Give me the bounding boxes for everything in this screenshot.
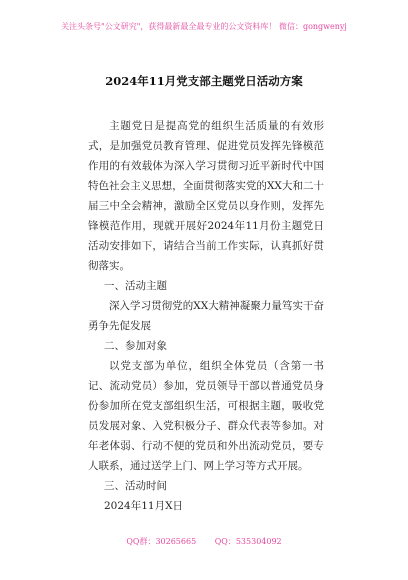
section-body-time: 2024年11月X日	[104, 500, 184, 512]
top-banner: 关注头条号"公文研究"，获得最新最全最专业的公文资料库！ 微信：gongwenyj	[61, 22, 347, 31]
intro-paragraph: 主题党日是提高党的组织生活质量的有效形式，是加强党员教育管理、促进党员发挥先锋模范作用的有效载体为深入学习贯彻习近平新时代中国特色社会主义思想，全面贯彻落实党的XX大和二十届三中全会精神，激励全区党员以身作则，发挥先锋模范作用，现就开展好2024年11月份主题党日活动安排如下，请结合当前工作实际，认真抓好贯彻落实。	[88, 120, 324, 272]
section-heading-theme: 一、活动主题	[104, 280, 167, 292]
section-body-theme: 深入学习贯彻党的XX大精神凝聚力量笃实干奋勇争先促发展	[88, 300, 324, 332]
footer-qq-group: QQ群：30265665	[126, 537, 197, 546]
footer-qq: QQ：535304092	[214, 537, 282, 546]
footer-contact	[0, 537, 408, 547]
section-heading-time: 三、活动时间	[104, 480, 167, 492]
page-title: 2024年11月党支部主题党日活动方案	[105, 74, 303, 88]
section-heading-participants: 二、参加对象	[104, 340, 167, 352]
section-body-participants: 以党支部为单位，组织全体党员（含第一书记、流动党员）参加，党员领导干部以普通党员身份参加所在党支部组织生活，可根据主题，吸收党员发展对象、入党积极分子、群众代表等参加。对年老体弱、行动不便的党员和外出流动党员，要专人联系，通过送学上门、网上学习等方式开展。	[88, 360, 324, 472]
